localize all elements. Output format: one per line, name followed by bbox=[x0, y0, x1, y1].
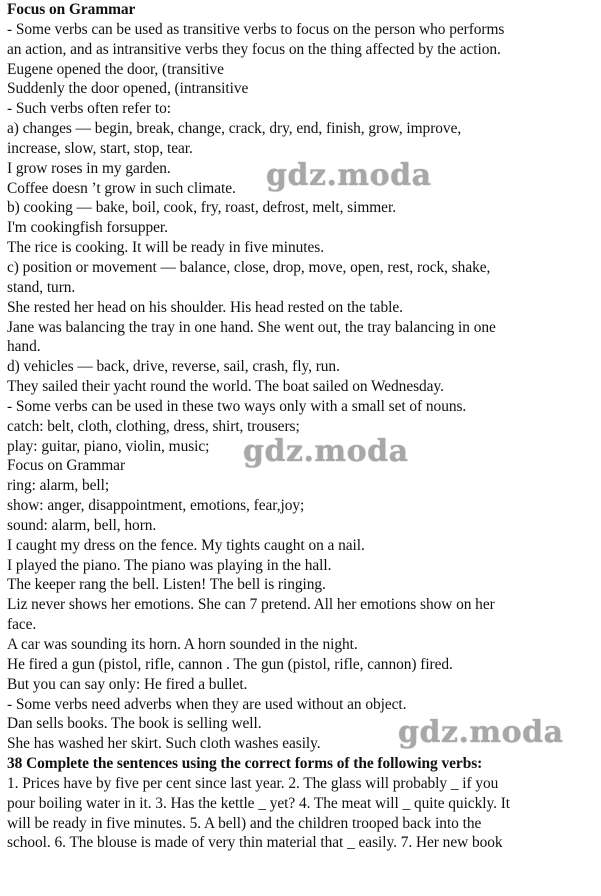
text-line: Liz never shows her emotions. She can 7 pretend. All her emotions show on her bbox=[7, 596, 495, 614]
watermark: gdz.moda bbox=[243, 434, 409, 469]
text-line: catch: belt, cloth, clothing, dress, shirt, trousers; bbox=[7, 417, 300, 435]
text-line: school. 6. The blouse is made of very thin material that _ easily. 7. Her new book bbox=[7, 834, 503, 852]
text-line: stand, turn. bbox=[7, 278, 76, 296]
text-line: increase, slow, start, stop, tear. bbox=[7, 139, 193, 157]
text-line: I'm cookingfish forsupper. bbox=[7, 219, 168, 237]
text-line: face. bbox=[7, 616, 37, 634]
text-line: show: anger, disappointment, emotions, fear,joy; bbox=[7, 497, 305, 515]
text-line: hand. bbox=[7, 338, 41, 356]
text-line: He fired a gun (pistol, rifle, cannon . The gun (pistol, rifle, cannon) fired. bbox=[7, 655, 453, 673]
text-line: - Such verbs often refer to: bbox=[7, 100, 171, 118]
text-line: a) changes — begin, break, change, crack, dry, end, finish, grow, improve, bbox=[7, 120, 462, 138]
heading-line: 38 Complete the sentences using the correct forms of the following verbs: bbox=[7, 755, 483, 773]
text-line: an action, and as intransitive verbs they focus on the thing affected by the action. bbox=[7, 40, 501, 58]
text-line: b) cooking — bake, boil, cook, fry, roast, defrost, melt, simmer. bbox=[7, 199, 396, 217]
text-line: Eugene opened the door, (transitive bbox=[7, 60, 224, 78]
text-line: 1. Prices have by five per cent since last year. 2. The glass will probably _ if you bbox=[7, 774, 499, 792]
text-line: will be ready in five minutes. 5. A bell) and the children trooped back into the bbox=[7, 814, 482, 832]
text-line: The keeper rang the bell. Listen! The bell is ringing. bbox=[7, 576, 326, 594]
text-line: She rested her head on his shoulder. His head rested on the table. bbox=[7, 298, 403, 316]
text-line: I caught my dress on the fence. My tights caught on a nail. bbox=[7, 536, 365, 554]
text-line: But you can say only: He fired a bullet. bbox=[7, 675, 248, 693]
text-line: c) position or movement — balance, close, drop, move, open, rest, rock, shake, bbox=[7, 258, 491, 276]
text-line: play: guitar, piano, violin, music; bbox=[7, 437, 210, 455]
text-line: Focus on Grammar bbox=[7, 457, 126, 475]
text-line: Dan sells books. The book is selling well. bbox=[7, 715, 262, 733]
text-line: I played the piano. The piano was playing in the hall. bbox=[7, 556, 332, 574]
text-line: sound: alarm, bell, horn. bbox=[7, 516, 157, 534]
text-line: d) vehicles — back, drive, reverse, sail, crash, fly, run. bbox=[7, 358, 340, 376]
watermark: gdz.moda bbox=[398, 715, 564, 750]
text-line: The rice is cooking. It will be ready in five minutes. bbox=[7, 239, 324, 257]
text-line: They sailed their yacht round the world. The boat sailed on Wednesday. bbox=[7, 378, 444, 396]
text-line: She has washed her skirt. Such cloth washes easily. bbox=[7, 735, 321, 753]
text-line: - Some verbs can be used as transitive verbs to focus on the person who performs bbox=[7, 20, 505, 38]
text-line: pour boiling water in it. 3. Has the kettle _ yet? 4. The meat will _ quite quickly. It bbox=[7, 794, 511, 812]
text-line: I grow roses in my garden. bbox=[7, 159, 171, 177]
heading-line: Focus on Grammar bbox=[7, 1, 136, 18]
text-line: - Some verbs can be used in these two ways only with a small set of nouns. bbox=[7, 397, 467, 415]
text-line: Suddenly the door opened, (intransitive bbox=[7, 80, 249, 98]
text-line: Jane was balancing the tray in one hand. She went out, the tray balancing in one bbox=[7, 318, 496, 336]
text-line: ring: alarm, bell; bbox=[7, 477, 110, 495]
text-line: - Some verbs need adverbs when they are used without an object. bbox=[7, 695, 407, 713]
watermark: gdz.moda bbox=[266, 158, 432, 193]
text-line: Coffee doesn ’t grow in such climate. bbox=[7, 179, 236, 197]
text-line: A car was sounding its horn. A horn sounded in the night. bbox=[7, 636, 358, 653]
